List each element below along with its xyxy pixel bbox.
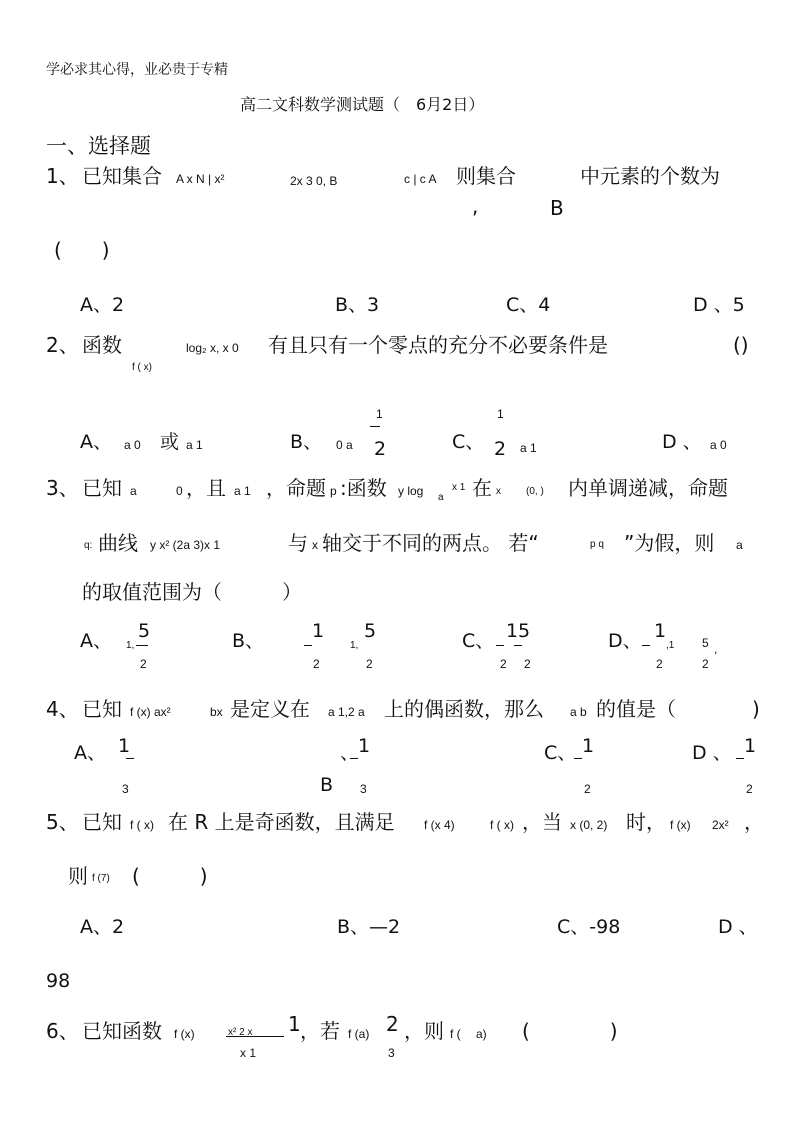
q5-option-a: A、2	[80, 916, 125, 938]
q6-value-num: 2	[386, 1012, 399, 1036]
q4-option-d-label: D 、	[692, 742, 732, 764]
q3-prop-p: p	[330, 484, 337, 498]
q3-curve: y x² (2a 3)x 1	[150, 538, 221, 552]
q5-text-5: ，	[744, 810, 764, 834]
q5-fx4: f (x 4)	[424, 818, 455, 832]
q6-denominator: x 1	[240, 1046, 257, 1060]
q4-option-c-den: 2	[584, 782, 591, 796]
q3-option-b-num2: 5	[364, 620, 377, 642]
q1-mid: 则集合	[456, 164, 516, 188]
q3-text-10: ”为假，则	[624, 531, 715, 555]
q2-option-d-expr: a 0	[710, 438, 727, 452]
page-title: 高二文科数学测试题（ 6月2日）	[240, 95, 485, 114]
q4-option-a-label: A、	[74, 742, 106, 764]
q5-option-d: D 、	[718, 916, 758, 938]
q1-lead: 已知集合	[82, 164, 162, 188]
q3-option-b-den2: 2	[366, 657, 373, 671]
q2-option-b-expr: 0 a	[336, 438, 353, 452]
q4-close-paren: )	[752, 697, 760, 721]
q6-answer-paren: ( )	[522, 1019, 618, 1043]
q4-number: 4、	[46, 697, 79, 721]
q2-option-d-label: D 、	[662, 431, 702, 453]
q4-option-d-num: 1	[744, 735, 757, 757]
q2-number: 2、	[46, 333, 79, 357]
q5-2x2: 2x²	[712, 818, 729, 832]
q3-prop-q: q:	[84, 540, 93, 551]
q2-lead: 函数	[82, 333, 122, 357]
q3-text-4: :函数	[340, 476, 387, 500]
q3-x-axis: x	[312, 538, 318, 552]
q5-text-1: 已知	[82, 810, 122, 834]
q1-number: 1、	[46, 164, 79, 188]
q2-fx: f ( x)	[132, 362, 152, 373]
q4-bx: bx	[210, 705, 223, 719]
q4-a-plus-b: a b	[570, 705, 587, 719]
q1-comma: ,	[472, 194, 479, 218]
q1-set-b-label: B	[550, 196, 564, 220]
q2-option-a-expr2: a 1	[186, 438, 203, 452]
q5-option-c: C、-98	[557, 916, 621, 938]
q4-option-a-num: 1	[118, 735, 131, 757]
q3-number: 3、	[46, 476, 79, 500]
q3-option-a-label: A、	[80, 630, 112, 652]
q4-option-b-frac-bar	[350, 758, 358, 759]
q3-text-8: 与	[288, 531, 308, 555]
q5-text-4: 时，	[626, 810, 666, 834]
q3-option-c-num: 1	[506, 620, 519, 642]
q6-text-3: ，则	[404, 1019, 444, 1043]
q3-log-base: a	[438, 492, 444, 503]
q1-set-a: A x N | x²	[176, 172, 225, 186]
q3-option-d-frac-bar	[642, 645, 650, 646]
q2-answer-paren: ()	[733, 333, 749, 357]
q2-option-c-expr: a 1	[520, 441, 537, 455]
q4-option-c-label: C、	[544, 742, 577, 764]
q4-text-1: 已知	[82, 697, 122, 721]
q5-fx: f ( x)	[130, 818, 154, 832]
q4-option-d-den: 2	[746, 782, 753, 796]
q3-option-d-den: 2	[656, 657, 663, 671]
q3-text-2: ，且	[186, 476, 226, 500]
q3-option-b-num1: 1	[312, 620, 325, 642]
q6-f-neg-a: f ( a)	[450, 1027, 487, 1041]
q3-text-11: 的取值范围为（ ）	[82, 580, 302, 604]
q3-option-a-frac-bar	[136, 645, 148, 646]
q4-option-b-label: B	[320, 774, 334, 796]
q6-text-2: ，若	[300, 1019, 340, 1043]
q6-numerator: x² 2 x	[228, 1027, 253, 1038]
q4-text-2: 是定义在	[230, 697, 310, 721]
q2-expr: log₂ x, x 0	[186, 341, 239, 355]
q2-option-b-label: B、	[290, 431, 323, 453]
q6-number: 6、	[46, 1019, 79, 1043]
q2-stem: 有且只有一个零点的充分不必要条件是	[268, 333, 608, 357]
q1-option-d: D 、5	[693, 294, 745, 316]
q3-option-d-label: D、	[608, 630, 642, 652]
q3-option-a-left: 1,	[126, 640, 135, 651]
q6-fx: f (x)	[174, 1027, 195, 1041]
q4-option-a-frac-bar	[126, 758, 134, 759]
q5-number: 5、	[46, 810, 79, 834]
q5-neg-fx: f ( x)	[490, 818, 514, 832]
q3-option-b-label: B、	[232, 630, 265, 652]
q5-option-d-value: 98	[46, 970, 71, 992]
q3-option-d-mid: ,1	[666, 640, 675, 651]
q5-option-b: B、—2	[337, 916, 401, 938]
q3-interval: (0, )	[526, 486, 544, 497]
q3-var-a: a	[130, 484, 137, 498]
q2-option-b-frac-bar	[370, 426, 380, 427]
q3-option-d-tail: ,	[714, 642, 718, 656]
section-heading: 一、选择题	[46, 134, 151, 158]
q4-text-4: 的值是（	[596, 697, 676, 721]
q5-interval: x (0, 2)	[570, 818, 608, 832]
q3-text-1: 已知	[82, 476, 122, 500]
q2-option-c-num: 1	[497, 407, 504, 421]
q3-option-a-den: 2	[140, 657, 147, 671]
q3-option-c-den1: 2	[500, 657, 507, 671]
q1-set-b: c | c A	[404, 172, 437, 186]
q2-option-c-den: 2	[494, 438, 507, 460]
q5-fx-2: f (x)	[670, 818, 691, 832]
q3-text-9: 轴交于不同的两点。 若“	[322, 531, 539, 555]
q3-option-b-den1: 2	[313, 657, 320, 671]
q6-value-den: 3	[388, 1046, 395, 1060]
q2-option-b-num: 1	[376, 407, 383, 421]
q2-option-a-label: A、	[80, 431, 112, 453]
q3-option-c-frac-bar-2	[514, 645, 522, 646]
q3-text-7: 曲线	[98, 531, 138, 555]
q3-a-ne-1: a 1	[234, 484, 251, 498]
q4-option-d-frac-bar	[736, 758, 744, 759]
q4-option-b-den: 3	[360, 782, 367, 796]
q3-option-c-num2: 5	[518, 620, 531, 642]
q3-var-a-2: a	[736, 538, 743, 552]
q2-option-a-or: 或	[160, 431, 180, 453]
q3-text-3: ，命题	[266, 476, 326, 500]
q6-frac-bar	[226, 1036, 284, 1037]
q3-option-c-frac-bar-1	[496, 645, 504, 646]
q3-text-6: 内单调递减，命题	[568, 476, 728, 500]
q5-answer-paren: ( )	[132, 864, 208, 888]
q2-option-b-den: 2	[374, 438, 387, 460]
q4-fx: f (x) ax²	[130, 705, 171, 719]
q6-text-1: 已知函数	[82, 1019, 162, 1043]
q1-option-a: A、2	[80, 294, 125, 316]
q1-tail: 中元素的个数为	[580, 164, 720, 188]
q5-text-3: ，当	[522, 810, 562, 834]
q3-log-arg: x 1	[452, 482, 466, 493]
q3-option-d-den2: 2	[702, 657, 709, 671]
q5-text-2: 在 R 上是奇函数，且满足	[168, 810, 395, 834]
q4-text-3: 上的偶函数，那么	[384, 697, 544, 721]
q2-option-c-label: C、	[452, 431, 485, 453]
q1-answer-paren: ( )	[54, 238, 110, 262]
q3-var-x: x	[496, 486, 501, 497]
q4-interval: a 1,2 a	[328, 705, 365, 719]
q4-option-c-num: 1	[582, 735, 595, 757]
q3-option-d-num: 1	[654, 620, 667, 642]
q5-f7: f (7)	[92, 873, 110, 884]
q6-fa: f (a)	[348, 1027, 370, 1041]
q4-option-c-frac-bar	[574, 758, 582, 759]
q5-text-6: 则	[68, 864, 88, 888]
q3-zero: 0	[176, 484, 183, 498]
q3-text-5: 在	[472, 476, 492, 500]
q3-option-d-num2: 5	[702, 636, 709, 650]
q3-option-a-num: 5	[138, 620, 151, 642]
q4-option-b-num: 1	[358, 735, 371, 757]
q1-option-b: B、3	[335, 294, 380, 316]
q3-log: y log	[398, 484, 424, 498]
q2-option-a-expr: a 0	[124, 438, 141, 452]
q3-option-c-label: C、	[462, 630, 495, 652]
q3-option-b-mid: 1,	[350, 640, 359, 651]
q4-option-a-den: 3	[122, 782, 129, 796]
q1-set-a2: 2x 3 0, B	[290, 174, 338, 188]
q6-plus-one: 1	[288, 1012, 301, 1036]
q1-option-c: C、4	[506, 294, 551, 316]
q3-option-c-den2: 2	[524, 657, 531, 671]
q3-p-or-q: p q	[590, 539, 604, 550]
q3-option-b-frac-bar-1	[304, 645, 312, 646]
header-motto: 学必求其心得，业必贵于专精	[46, 62, 228, 78]
q4-option-b-dash: 、	[340, 742, 360, 764]
